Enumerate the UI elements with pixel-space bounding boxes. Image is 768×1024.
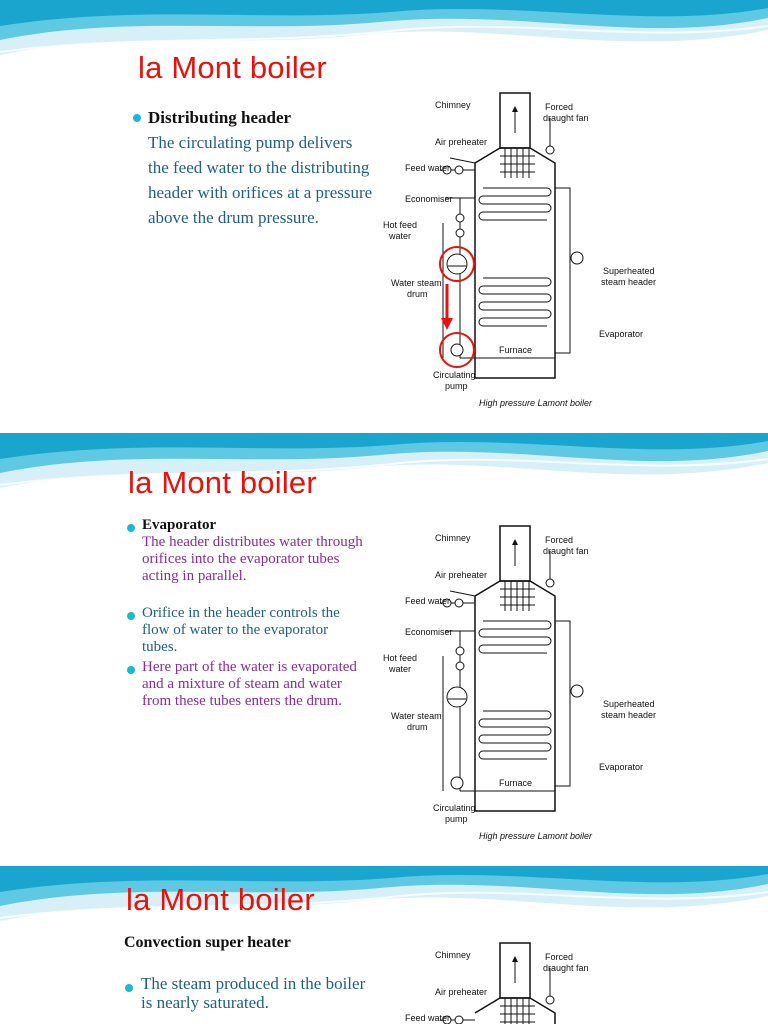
label-hot-feed-water: water xyxy=(389,231,412,241)
label-feed-water: Feed water xyxy=(405,596,451,606)
label-chimney: Chimney xyxy=(435,100,471,110)
bullet-dot xyxy=(133,114,141,122)
label-pump: pump xyxy=(445,814,468,824)
section-heading: Convection super heater xyxy=(124,934,291,951)
bullet-text-1: The steam produced in the boiler is nearly saturated. xyxy=(141,974,366,1012)
label-steam-header: steam header xyxy=(601,710,657,720)
label-pump: pump xyxy=(445,381,468,391)
label-feed-water: Feed water xyxy=(405,1013,451,1023)
bullet-content xyxy=(142,517,367,585)
slide-3 xyxy=(0,866,768,1024)
lamont-boiler-diagram xyxy=(375,521,675,851)
label-water-steam: Water steam xyxy=(391,711,442,721)
bullet-dot xyxy=(127,612,135,620)
slide-2 xyxy=(0,433,768,853)
label-forced: Forced xyxy=(545,535,574,545)
label-superheated: Superheated xyxy=(603,266,655,276)
diagram-caption: High pressure Lamont boiler xyxy=(479,398,593,408)
wave-header-decoration xyxy=(0,0,768,70)
label-draught-fan: draught fan xyxy=(543,963,589,973)
slide-separator xyxy=(0,420,768,433)
label-furnace: Furnace xyxy=(499,778,533,788)
label-evaporator: Evaporator xyxy=(599,762,644,772)
label-steam-header: steam header xyxy=(601,277,657,287)
bullet-heading: Distributing header xyxy=(148,108,292,127)
bullet-paragraph: The circulating pump delivers the feed water to the distributing header with orifices at a pressure above the drum pressure. xyxy=(148,133,373,227)
diagram-caption: High pressure Lamont boiler xyxy=(479,831,593,841)
label-air-preheater: Air preheater xyxy=(435,570,488,580)
label-circulating: Circulating xyxy=(433,803,476,813)
label-air-preheater: Air preheater xyxy=(435,987,488,997)
bullet-dot xyxy=(127,666,135,674)
label-furnace: Furnace xyxy=(499,345,533,355)
bullet-text-3: Here part of the water is evaporated and a mixture of steam and water from these tubes enters the drum. xyxy=(142,659,357,709)
slide-title: la Mont boiler xyxy=(138,50,327,85)
label-draught-fan: draught fan xyxy=(543,113,589,123)
label-economiser: Economiser xyxy=(405,627,453,637)
slide-title: la Mont boiler xyxy=(126,882,315,917)
label-drum: drum xyxy=(407,722,428,732)
label-drum: drum xyxy=(407,289,428,299)
wave-header-decoration xyxy=(0,866,768,936)
label-water-steam: Water steam xyxy=(391,278,442,288)
label-air-preheater: Air preheater xyxy=(435,137,488,147)
label-hot-feed: Hot feed xyxy=(383,653,418,663)
label-forced: Forced xyxy=(545,102,574,112)
slide-1 xyxy=(0,0,768,420)
bullet-dot xyxy=(127,524,135,532)
label-economiser: Economiser xyxy=(405,194,453,204)
label-circulating: Circulating xyxy=(433,370,476,380)
lamont-boiler-diagram xyxy=(375,88,675,418)
lamont-boiler-diagram xyxy=(375,938,675,1024)
bullet-text-2: Orifice in the header controls the flow of water to the evaporator tubes. xyxy=(142,605,340,655)
bullet-heading: Evaporator xyxy=(142,517,217,533)
slide-separator xyxy=(0,853,768,866)
label-evaporator: Evaporator xyxy=(599,329,644,339)
label-forced: Forced xyxy=(545,952,574,962)
bullet-dot xyxy=(125,984,133,992)
label-chimney: Chimney xyxy=(435,533,471,543)
label-chimney: Chimney xyxy=(435,950,471,960)
label-superheated: Superheated xyxy=(603,699,655,709)
label-draught-fan: draught fan xyxy=(543,546,589,556)
bullet-content xyxy=(148,105,373,230)
label-hot-feed-water: water xyxy=(389,664,412,674)
label-feed-water: Feed water xyxy=(405,163,451,173)
wave-header-decoration xyxy=(0,433,768,503)
bullet-text-1: The header distributes water through orifices into the evaporator tubes acting in parallel. xyxy=(142,534,363,584)
slide-title: la Mont boiler xyxy=(128,465,317,500)
label-hot-feed: Hot feed xyxy=(383,220,418,230)
